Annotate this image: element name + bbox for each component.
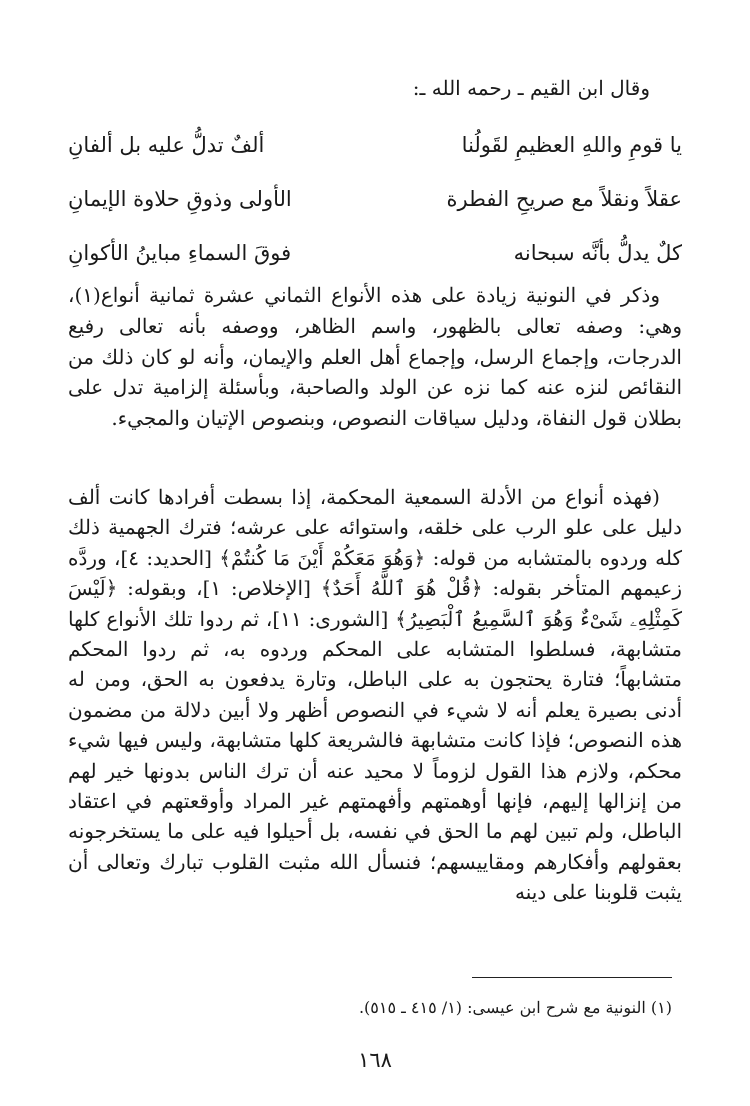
- poem-verse: [68, 226, 682, 280]
- body-paragraph-quote: (فهذه أنواع من الأدلة السمعية المحكمة، إذا بسطت أفرادها كانت ألف دليل على علو الرب على خلقه، واستوائه على عرشه؛ فترك الجهمية ذلك كله وردوه بالمتشابه من قوله: ﴿وَهُوَ مَعَكُمْ أَيْنَ مَا كُنتُمْ﴾ [الحديد: ٤]، وردَّه زعيمهم المتأخر بقوله: ﴿قُلْ هُوَ ٱللَّهُ أَحَدٌ﴾ [الإخلاص: ١]، وبقوله: ﴿لَيْسَ كَمِثْلِهِۦ شَىْءٌ وَهُوَ ٱلسَّمِيعُ ٱلْبَصِيرُ﴾ [الشورى: ١١]، ثم ردوا تلك الأنواع كلها متشابهة، فسلطوا المتشابه على المحكم وردوه به، ثم ردوا المحكم متشابهاً؛ فتارة يحتجون به على الباطل، وتارة يدفعون به الحق، ومن له أدنى بصيرة يعلم أنه لا شيء في النصوص أظهر ولا أبين دلالة من مضمون هذه النصوص؛ فإذا كانت متشابهة فالشريعة كلها متشابهة، وليس فيها شيء محكم، ولازم هذا القول لزوماً لا محيد عنه أن ترك الناس بدونها خير لهم من إنزالها إليهم، فإنها أوهمتهم وأفهمتهم غير المراد وأوقعتهم في اعتقاد الباطل، ولم تبين لهم ما الحق في نفسه، بل أحيلوا فيه على ما يستخرجونه بعقولهم وأفكارهم ومقاييسهم؛ فنسأل الله مثبت القلوب تبارك وتعالى أن يثبت قلوبنا على دينه: [68, 485, 683, 905]
- footnote: (١) النونية مع شرح ابن عيسى: (١/ ٤١٥ ـ ٥١٥).: [358, 998, 672, 1017]
- intro-line: وقال ابن القيم ـ رحمه الله ـ:: [412, 76, 650, 100]
- verse-second-hemistich: الأولى وذوقِ حلاوة الإيمانِ: [68, 187, 292, 211]
- page-number: ١٦٨: [358, 1048, 392, 1072]
- verse-second-hemistich: ألفٌ تدلُّ عليه بل ألفانِ: [68, 133, 265, 157]
- verse-first-hemistich: يا قومِ واللهِ العظيمِ لقَولُنا: [461, 133, 682, 157]
- verse-second-hemistich: فوقَ السماءِ مباينُ الأكوانِ: [68, 241, 292, 265]
- body-paragraph: وذكر في النونية زيادة على هذه الأنواع الثماني عشرة ثمانية أنواع(١)، وهي: وصفه تعالى بالظهور، واسم الظاهر، ووصفه بأنه تعالى رفيع الدرجات، وإجماع الرسل، وإجماع أهل العلم والإيمان، وأنه لو كان ذلك من النقائص لنزه عنه كما نزه عن الولد والصاحبة، وبأسئلة إلزامية تدل على بطلان قول النفاة، ودليل سياقات النصوص، وبنصوص الإتيان والمجيء.: [68, 283, 682, 431]
- verse-first-hemistich: عقلاً ونقلاً مع صريحِ الفطرة: [446, 187, 682, 211]
- footnote-divider: [472, 977, 672, 978]
- poem-verse: [68, 172, 682, 226]
- poem: [68, 118, 682, 280]
- poem-verse: [68, 118, 682, 172]
- verse-first-hemistich: كلٌ يدلُّ بأنَّه سبحانه: [513, 241, 682, 265]
